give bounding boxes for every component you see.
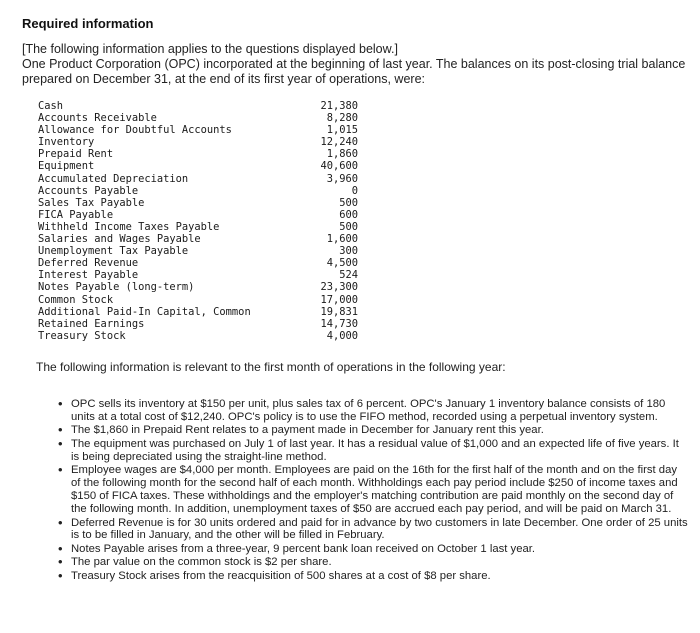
account-value: 4,000 bbox=[326, 329, 358, 342]
intro-text bbox=[22, 42, 700, 87]
list-item bbox=[58, 435, 688, 464]
table-row bbox=[38, 257, 358, 269]
account-name: Withheld Income Taxes Payable bbox=[38, 220, 220, 233]
list-item-text: Treasury Stock arises from the reacquisition of 500 shares at a cost of $8 per share. bbox=[71, 569, 491, 582]
bullet-icon: • bbox=[58, 396, 63, 411]
account-value: 1,600 bbox=[326, 233, 358, 246]
list-item bbox=[58, 540, 688, 556]
list-item-text: OPC sells its inventory at $150 per unit, plus sales tax of 6 percent. OPC's January 1 inventory balance consists of 180 units at a total cost of $12,240. OPC's policy is to use the FIFO method, recorded using a perpetual inventory system. bbox=[71, 398, 666, 423]
table-row bbox=[38, 148, 358, 160]
list-item bbox=[58, 424, 688, 437]
account-value: 4,500 bbox=[326, 257, 358, 270]
account-value: 300 bbox=[339, 245, 358, 258]
table-row bbox=[38, 233, 358, 245]
list-item bbox=[58, 556, 688, 569]
trial-balance-table bbox=[38, 100, 358, 342]
intro-line-3: prepared on December 31, at the end of its first year of operations, were: bbox=[22, 72, 425, 86]
table-row bbox=[38, 269, 358, 281]
table-row bbox=[38, 173, 358, 185]
list-item bbox=[58, 398, 688, 424]
account-name: Accounts Payable bbox=[38, 184, 139, 197]
bullet-icon: • bbox=[58, 567, 63, 583]
table-row bbox=[38, 306, 358, 318]
account-value: 500 bbox=[339, 196, 358, 209]
account-name: Prepaid Rent bbox=[38, 148, 114, 161]
table-row bbox=[38, 136, 358, 148]
table-row bbox=[38, 318, 358, 330]
table-row bbox=[38, 209, 358, 221]
account-name: Deferred Revenue bbox=[38, 257, 139, 270]
table-row bbox=[38, 281, 358, 293]
account-name: Cash bbox=[38, 100, 64, 112]
account-name: Common Stock bbox=[38, 293, 114, 306]
info-bullet-list bbox=[58, 398, 688, 583]
list-item-text: The equipment was purchased on July 1 of last year. It has a residual value of $1,000 and an expected life of five years. It is being depreciated using the straight-line method. bbox=[71, 437, 679, 463]
table-row bbox=[38, 112, 358, 124]
account-name: Additional Paid-In Capital, Common bbox=[38, 305, 251, 318]
bullet-icon: • bbox=[58, 514, 63, 530]
account-value: 1,860 bbox=[326, 148, 358, 161]
account-name: Accumulated Depreciation bbox=[38, 172, 189, 185]
account-value: 600 bbox=[339, 208, 358, 221]
list-item-text: Employee wages are $4,000 per month. Employees are paid on the 16th for the first half of the month and on the first day of the following month for the second half of each month. Withholdings each pay period include $250 of income taxes and $150 of FICA taxes. These withholdings and the employer's matching contribution are paid monthly on the second day of the following month. In addition, unemployment taxes of $50 are accrued each pay period, and will be paid on March 31. bbox=[71, 464, 678, 516]
table-row bbox=[38, 160, 358, 172]
bullet-icon: • bbox=[58, 462, 63, 478]
account-value: 14,730 bbox=[320, 317, 358, 330]
bullet-icon: • bbox=[58, 554, 63, 570]
list-item bbox=[58, 464, 688, 516]
account-value: 21,380 bbox=[320, 100, 358, 112]
account-value: 12,240 bbox=[320, 136, 358, 149]
account-name: Sales Tax Payable bbox=[38, 196, 145, 209]
table-row bbox=[38, 197, 358, 209]
account-name: Accounts Receivable bbox=[38, 112, 157, 125]
table-row bbox=[38, 294, 358, 306]
list-item bbox=[58, 567, 688, 583]
table-row bbox=[38, 124, 358, 136]
list-item-text: The $1,860 in Prepaid Rent relates to a payment made in December for January rent this year. bbox=[71, 424, 544, 437]
table-row bbox=[38, 330, 358, 342]
account-value: 40,600 bbox=[320, 160, 358, 173]
list-item-text: Notes Payable arises from a three-year, 9 percent bank loan received on October 1 last year. bbox=[71, 542, 536, 555]
page-title: Required information bbox=[22, 16, 154, 31]
table-row bbox=[38, 100, 358, 112]
account-name: FICA Payable bbox=[38, 208, 114, 221]
account-value: 23,300 bbox=[320, 281, 358, 294]
account-name: Treasury Stock bbox=[38, 329, 126, 342]
account-value: 8,280 bbox=[326, 112, 358, 125]
bullet-icon: • bbox=[58, 540, 63, 556]
account-name: Interest Payable bbox=[38, 269, 139, 282]
list-item bbox=[58, 514, 688, 543]
list-item-text: The par value on the common stock is $2 per share. bbox=[71, 556, 332, 569]
account-value: 19,831 bbox=[320, 305, 358, 318]
account-value: 500 bbox=[339, 220, 358, 233]
relevant-info-heading: The following information is relevant to the first month of operations in the following year: bbox=[36, 360, 506, 374]
account-value: 3,960 bbox=[326, 172, 358, 185]
account-name: Retained Earnings bbox=[38, 317, 145, 330]
account-value: 524 bbox=[339, 269, 358, 282]
account-value: 0 bbox=[351, 184, 358, 197]
account-name: Allowance for Doubtful Accounts bbox=[38, 124, 232, 137]
intro-line-1: [The following information applies to the questions displayed below.] bbox=[22, 42, 398, 56]
account-name: Salaries and Wages Payable bbox=[38, 233, 201, 246]
account-name: Unemployment Tax Payable bbox=[38, 245, 189, 258]
account-value: 17,000 bbox=[320, 293, 358, 306]
table-row bbox=[38, 221, 358, 233]
bullet-icon: • bbox=[58, 422, 63, 438]
intro-line-2: One Product Corporation (OPC) incorporated at the beginning of last year. The balances on its post-closing trial balance bbox=[22, 57, 686, 71]
account-value: 1,015 bbox=[326, 124, 358, 137]
account-name: Inventory bbox=[38, 136, 95, 149]
table-row bbox=[38, 245, 358, 257]
account-name: Equipment bbox=[38, 160, 95, 173]
list-item-text: Deferred Revenue is for 30 units ordered and paid for in advance by two customers in late December. One order of 25 units is to be filled in January, and the other will be filled in February. bbox=[71, 516, 688, 542]
account-name: Notes Payable (long-term) bbox=[38, 281, 195, 294]
bullet-icon: • bbox=[58, 435, 63, 451]
table-row bbox=[38, 185, 358, 197]
